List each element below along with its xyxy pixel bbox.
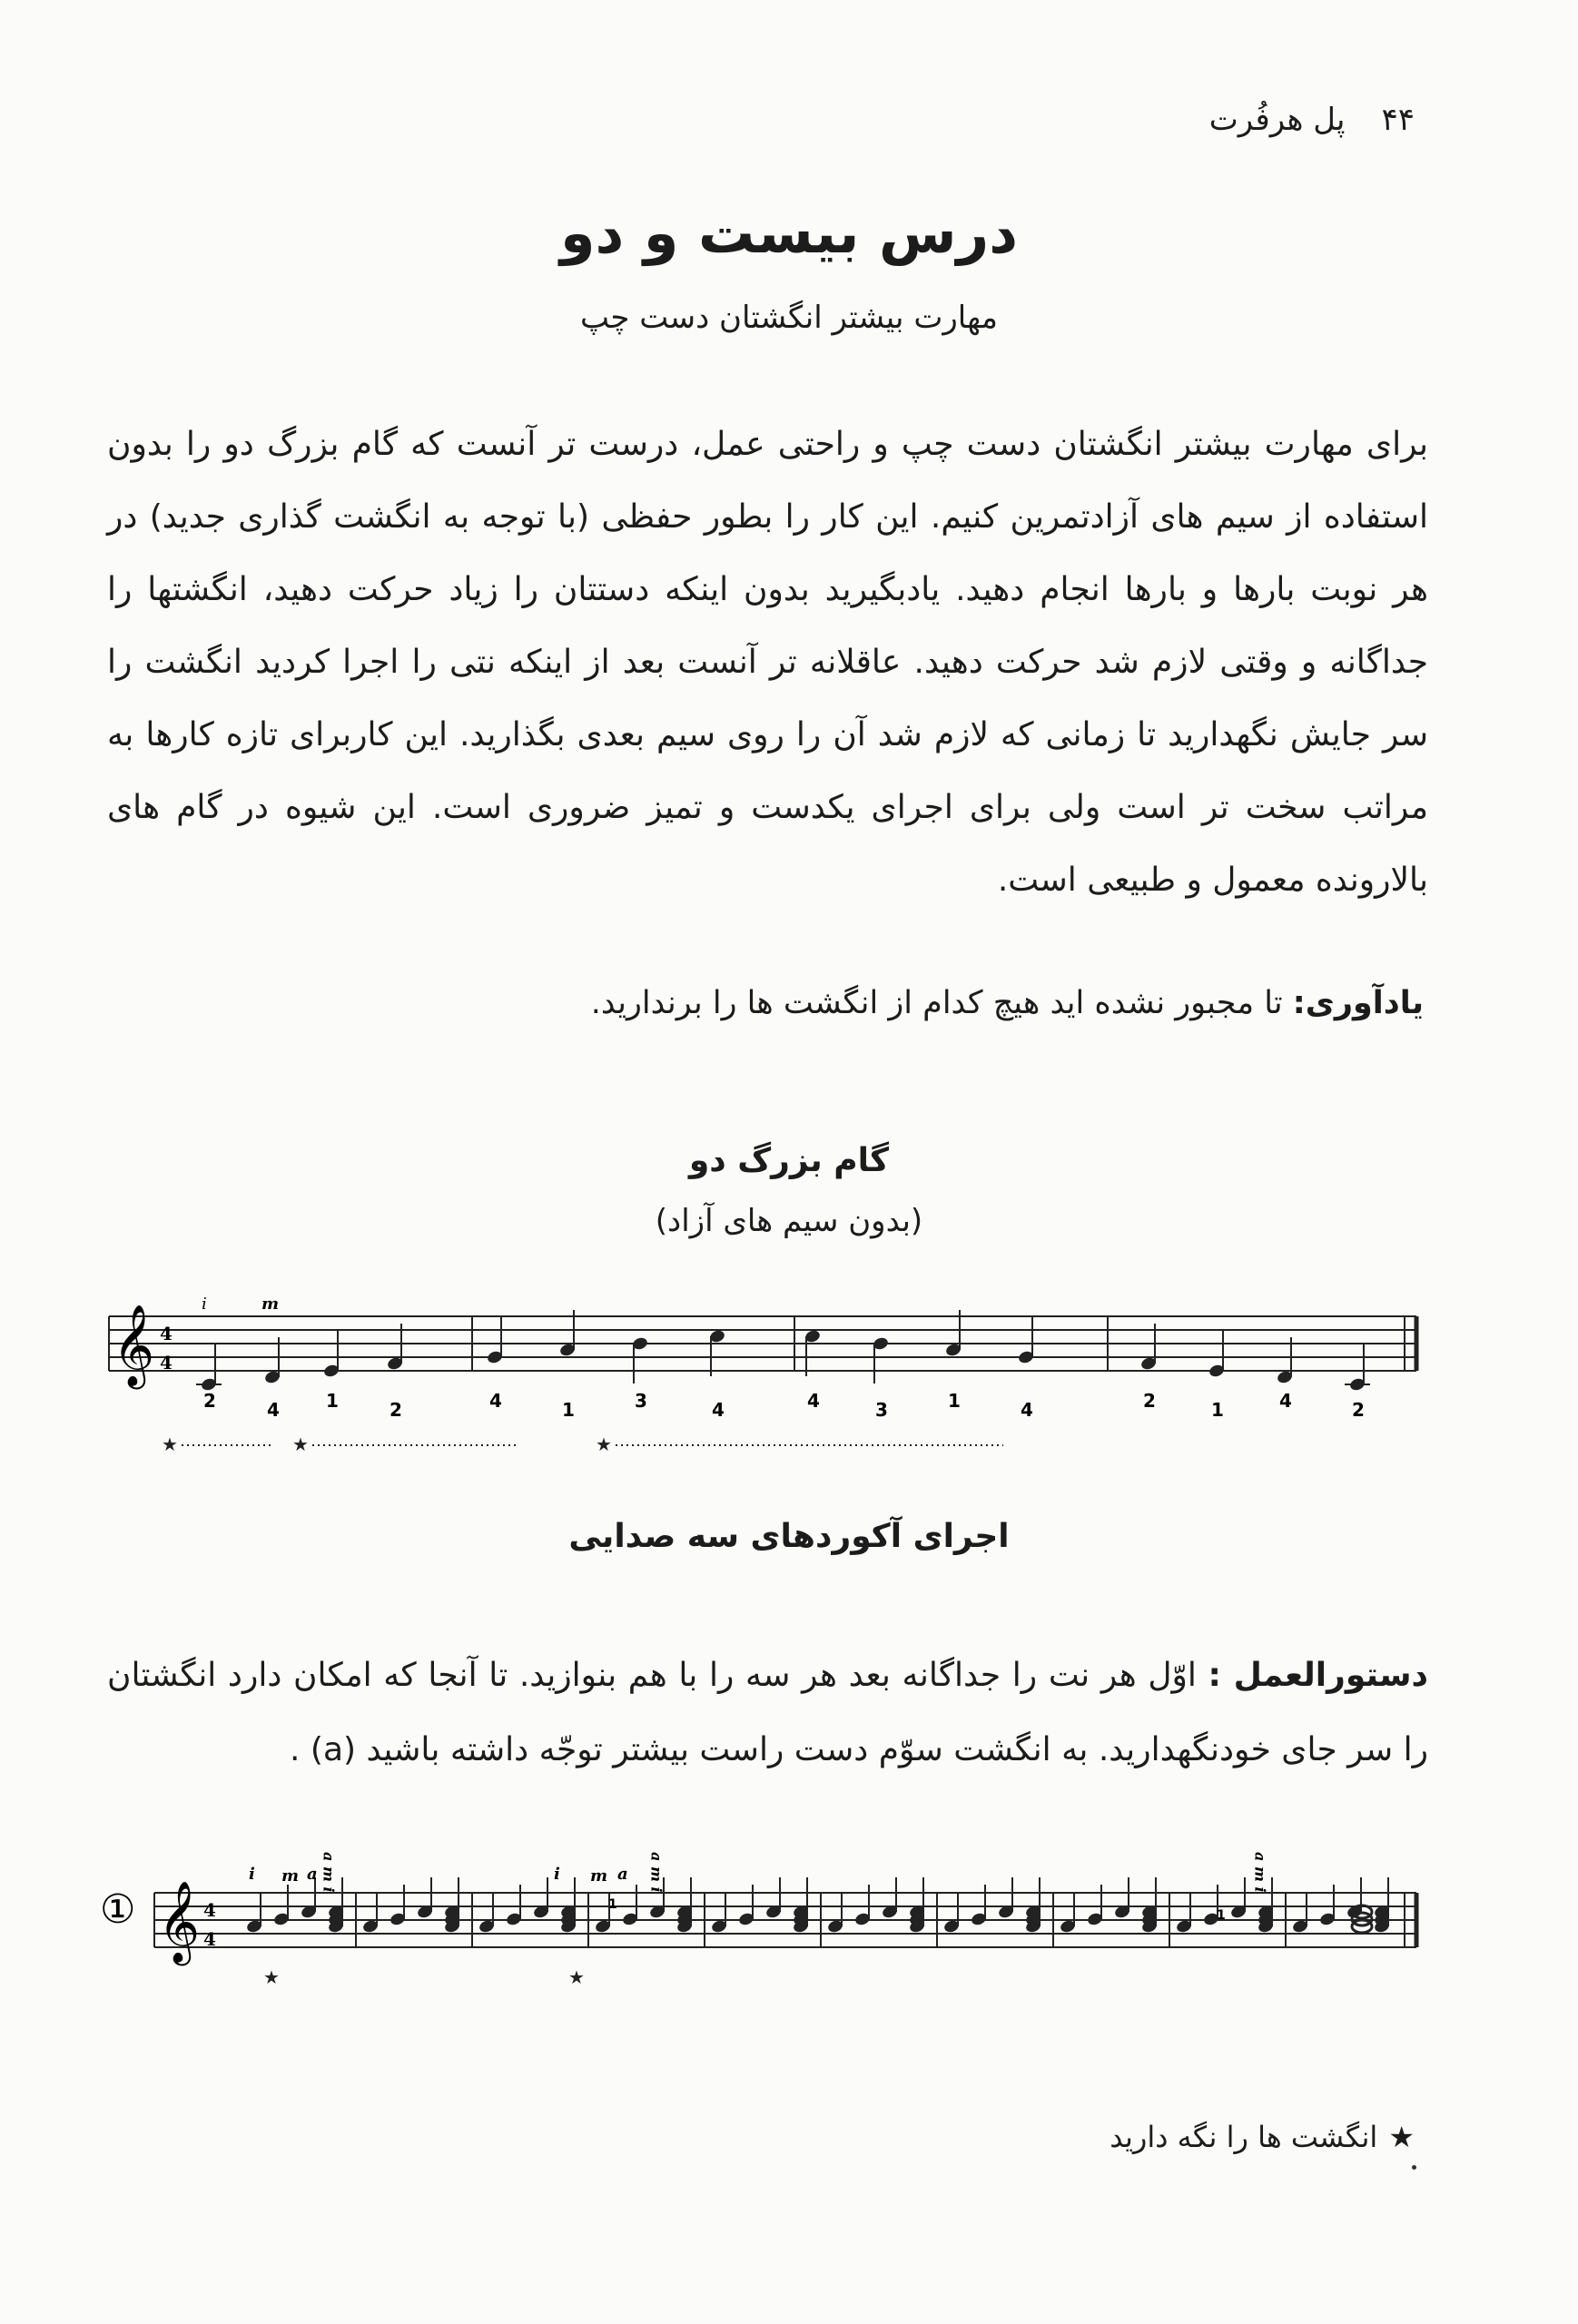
- instruction: [107, 1639, 1428, 1787]
- fingering-number: 2: [390, 1399, 402, 1421]
- scale-subtitle: (بدون سیم های آزاد): [655, 1203, 923, 1239]
- finger-mark-i: i: [202, 1295, 207, 1314]
- time-sig-bottom: 4: [160, 1352, 173, 1374]
- page-header: [1209, 102, 1415, 138]
- stack-mark: a m i: [647, 1852, 666, 1893]
- hold-star-icon: ★: [292, 1433, 309, 1455]
- finger-mark-a: a: [307, 1865, 318, 1884]
- instruction-label: دستورالعمل :: [1208, 1657, 1428, 1694]
- time-sig-top: 4: [160, 1323, 173, 1344]
- hold-star-icon: ★: [596, 1433, 612, 1455]
- finger-mark-a: a: [617, 1865, 628, 1884]
- page-number: ۴۴: [1381, 102, 1415, 138]
- reminder-label: یادآوری:: [1292, 985, 1424, 1021]
- finger-number: 1: [608, 1897, 617, 1912]
- fingering-number: 4: [807, 1390, 820, 1412]
- hold-star-icon: ★: [162, 1433, 178, 1455]
- hold-star-icon: ★: [568, 1966, 585, 1988]
- time-sig-bottom: 4: [203, 1928, 216, 1950]
- treble-clef-icon: 𝄞: [158, 1881, 201, 1963]
- fingering-number: 4: [267, 1399, 280, 1421]
- fingering-number: 4: [1021, 1399, 1033, 1421]
- lesson-title: درس بیست و دو: [559, 200, 1019, 266]
- exercise-number: ①: [100, 1886, 136, 1933]
- fingering-number: 1: [948, 1390, 961, 1412]
- reminder-text: تا مجبور نشده اید هیچ کدام از انگشت ها را برندارید.: [590, 985, 1283, 1021]
- chords-staff: [91, 1825, 1435, 1997]
- hold-star-icon: ★: [263, 1966, 280, 1988]
- running-title: پل هرفُرت: [1208, 102, 1346, 138]
- reminder: [243, 985, 1424, 1021]
- fingering-number: 1: [326, 1390, 339, 1412]
- fingering-number: 4: [1279, 1390, 1292, 1412]
- finger-mark-i: i: [249, 1865, 255, 1884]
- finger-mark-m: m: [261, 1295, 280, 1314]
- footnote-star-icon: ★: [1388, 2120, 1415, 2154]
- footnote-text: انگشت ها را نگه دارید: [1110, 2120, 1378, 2154]
- finger-mark-i: i: [554, 1865, 560, 1884]
- finger-number: 1: [1217, 1908, 1226, 1923]
- fingering-number: 3: [635, 1390, 647, 1412]
- fingering-number: 1: [1211, 1399, 1224, 1421]
- scale-title: گام بزرگ دو: [688, 1142, 890, 1179]
- lesson-paragraph: برای مهارت بیشتر انگشتان دست چپ و راحتی عمل، درست تر آنست که گام بزرگ دو را بدون استفاده از سیم های آزادتمرین کنیم. این کار را بطور حفظی (با توجه به انگشت گذاری جدید) در هر نوبت بارها و بارها انجام دهید. یادبگیرید بدون اینکه دستتان را زیاد حرکت دهید، انگشتها را جداگانه و وقتی لازم شد حرکت دهید. عاقلانه تر آنست بعد از اینکه نتی را اجرا کردید انگشت را سر جایش نگهدارید تا زمانی که لازم شد آن را روی سیم بعدی بگذارید. این کاربرای تازه کارها به مراتب سخت تر است ولی برای اجرای یکدست و تمیز ضروری است. این شیوه در گام های بالارونده معمول و طبیعی است.: [107, 426, 1428, 899]
- time-sig-top: 4: [203, 1899, 216, 1921]
- fingering-number: 2: [1143, 1390, 1156, 1412]
- fingering-number: 4: [489, 1390, 502, 1412]
- stack-mark: a m i: [320, 1852, 338, 1893]
- scale-staff: [91, 1289, 1435, 1462]
- fingering-number: 2: [203, 1390, 216, 1412]
- fingering-number: 1: [562, 1399, 575, 1421]
- chords-title: اجرای آکوردهای سه صدایی: [568, 1518, 1010, 1555]
- finger-mark-m: m: [281, 1866, 300, 1886]
- treble-clef-icon: 𝄞: [113, 1305, 155, 1386]
- stack-mark: a m i: [1251, 1852, 1269, 1893]
- fingering-number: 4: [712, 1399, 725, 1421]
- fingering-number: 3: [875, 1399, 888, 1421]
- instruction-text: اوّل هر نت را جداگانه بعد هر سه را با هم بنوازید. تا آنجا که امکان دارد انگشتان را سر جای خودنگهدارید. به انگشت سوّم دست راست بیشتر توجّه داشته باشید (a) .: [107, 1657, 1428, 1768]
- page-dot: [1412, 2165, 1416, 2170]
- finger-mark-m: m: [590, 1866, 608, 1886]
- lesson-subtitle: مهارت بیشتر انگشتان دست چپ: [580, 300, 998, 336]
- footnote: [1110, 2120, 1415, 2154]
- fingering-number: 2: [1352, 1399, 1365, 1421]
